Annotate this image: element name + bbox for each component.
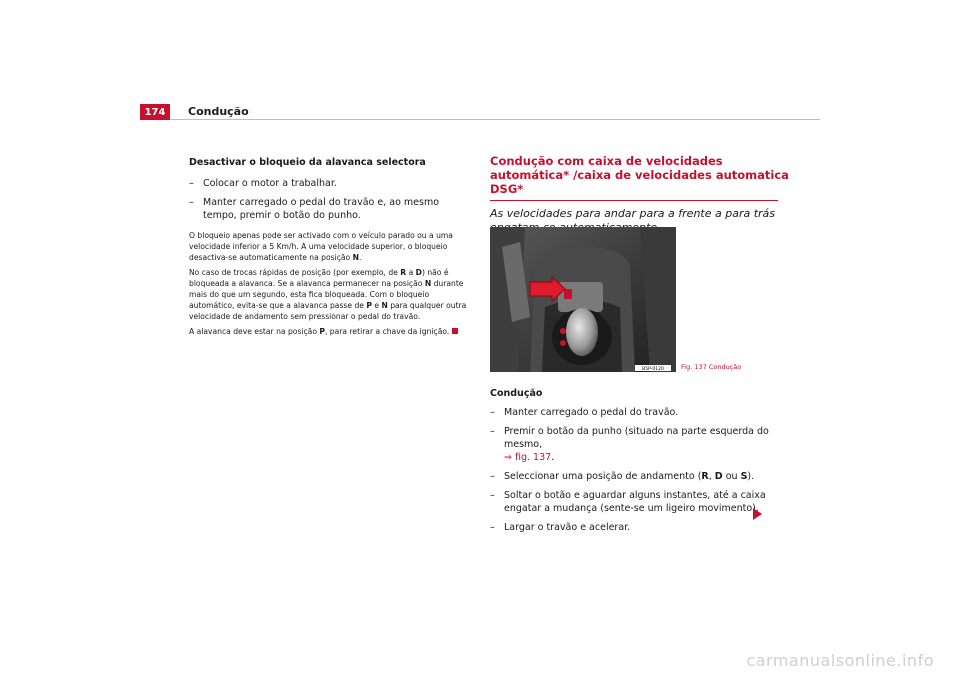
note-text: O bloqueio apenas pode ser activado com o veículo parado ou a uma velocidade inferior a 5 Km/h. A uma velocidade superior, o bloqueio desactiva-se automaticamente na posição (189, 231, 453, 262)
step-item (189, 177, 467, 190)
figure-code: B5P-0120 (642, 367, 664, 372)
sub-heading: Condução (490, 388, 543, 399)
note-text: durante mais do que um segundo, esta fica bloqueada. Com o bloqueio automático, evita-se que a alavanca passe de (189, 279, 464, 310)
step-text-part: Premir o botão da punho (situado na parte esquerda do mesmo, (504, 426, 769, 450)
header-rule (170, 119, 820, 120)
step-item (490, 521, 790, 534)
step-text-part: , (708, 471, 715, 482)
step-text (504, 470, 754, 483)
step-dash: – (490, 490, 495, 501)
gear-letter: P (319, 327, 325, 336)
section-heading: Desactivar o bloqueio da alavanca selectora (189, 157, 426, 168)
gear-letter: D (714, 471, 723, 482)
step-item (490, 425, 790, 464)
figure-reference-link[interactable]: ⇒ fig. 137 (504, 452, 552, 463)
step-item (490, 489, 790, 515)
figure-caption: Fig. 137 Condução (681, 363, 742, 371)
gear-letter: N (424, 279, 432, 288)
note-paragraph (189, 267, 467, 322)
step-text: Manter carregado o pedal do travão e, ao mesmo tempo, premir o botão do punho. (203, 197, 440, 221)
page-number: 174 (140, 104, 170, 120)
section-title: Condução com caixa de velocidades automática* /caixa de velocidades automatica DSG* (490, 154, 789, 196)
note-text: e (371, 301, 382, 310)
continue-arrow-icon (753, 508, 762, 520)
step-text: Largar o travão e acelerar. (504, 522, 631, 533)
note-text: A alavanca deve estar na posição (189, 327, 320, 336)
step-text-part: ). (747, 471, 755, 482)
step-text: Colocar o motor a trabalhar. (203, 178, 337, 189)
step-text-part: Seleccionar uma posição de andamento ( (504, 471, 702, 482)
note-paragraph (189, 326, 467, 337)
gear-letter: R (701, 471, 709, 482)
title-rule (490, 200, 778, 201)
step-dash: – (490, 471, 495, 482)
step-dash: – (189, 197, 194, 208)
note-paragraph (189, 230, 467, 263)
note-text: ) não é bloqueada a alavanca. Se a alavanca permanecer na posição (189, 268, 449, 288)
step-text: Manter carregado o pedal do travão. (504, 407, 679, 418)
gear-lever-illustration (490, 227, 676, 372)
section-end-icon (452, 328, 458, 334)
note-text: , para retirar a chave da ignição. (324, 327, 450, 336)
gear-letter: D (415, 268, 422, 277)
page-header-title: Condução (188, 105, 249, 118)
gear-letter: S (740, 471, 748, 482)
step-text-part: ou (722, 471, 741, 482)
left-column (189, 156, 467, 341)
note-text: a (406, 268, 416, 277)
step-dash: – (189, 178, 194, 189)
note-text: para qualquer outra velocidade de andamento sem pressionar o pedal do travão. (189, 301, 467, 321)
step-dash: – (490, 407, 495, 418)
step-dash: – (490, 522, 495, 533)
gear-letter: R (400, 268, 407, 277)
step-text (504, 425, 790, 464)
section-intro: As velocidades para andar para a frente a para trás (490, 207, 776, 220)
note-text: No caso de trocas rápidas de posição (por exemplo, de (189, 268, 401, 277)
gear-letter: N (352, 253, 359, 262)
step-item (490, 406, 790, 419)
figure-gear-lever (490, 227, 676, 372)
right-column-top (490, 154, 790, 235)
right-column-bottom (490, 387, 790, 540)
step-item (490, 470, 790, 483)
gear-letter: P (366, 301, 372, 310)
step-item (189, 196, 467, 222)
watermark: carmanualsonline.info (746, 651, 934, 670)
step-dash: – (490, 426, 495, 437)
gear-letter: N (381, 301, 388, 310)
step-text: Soltar o botão e aguardar alguns instantes, até a caixa engatar a mudança (sente-se um ligeiro movimento). (504, 490, 766, 514)
note-text: . (358, 253, 362, 262)
step-text-part: . (551, 452, 555, 463)
